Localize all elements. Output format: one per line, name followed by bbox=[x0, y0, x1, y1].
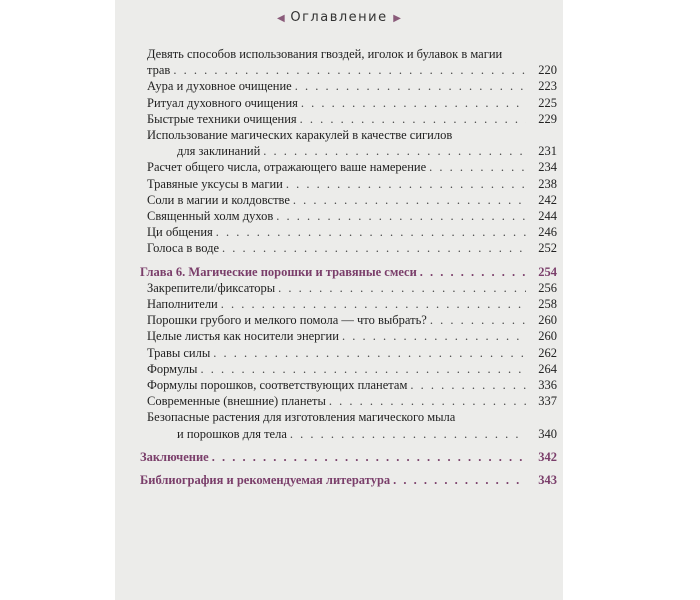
running-header bbox=[115, 10, 563, 25]
toc-entry[interactable] bbox=[140, 345, 557, 361]
dot-leader bbox=[301, 95, 526, 111]
section-gap bbox=[140, 442, 557, 449]
section-gap bbox=[140, 257, 557, 264]
page-number: 260 bbox=[538, 313, 557, 328]
toc-entry-title: Наполнители bbox=[147, 297, 218, 312]
page-number: 223 bbox=[538, 79, 557, 94]
toc-entry[interactable] bbox=[140, 95, 557, 111]
toc-entry[interactable] bbox=[140, 393, 557, 409]
toc-entry-title: Формулы порошков, соответствующих планетам bbox=[147, 378, 408, 393]
toc-entry-title: Современные (внешние) планеты bbox=[147, 394, 326, 409]
toc-entry-title: Целые листья как носители энергии bbox=[147, 329, 339, 344]
dot-leader bbox=[295, 78, 526, 94]
toc-chapter-entry[interactable] bbox=[140, 264, 557, 280]
left-triangle-icon: ◀ bbox=[277, 13, 285, 24]
toc-entry-title-line: Использование магических каракулей в качестве сигилов bbox=[147, 128, 453, 143]
page-number: 264 bbox=[538, 361, 557, 376]
toc-entry[interactable] bbox=[140, 328, 557, 344]
page-number: 342 bbox=[538, 449, 557, 464]
dot-leader bbox=[393, 472, 526, 488]
dot-leader bbox=[221, 296, 526, 312]
toc-entry-title: Травы силы bbox=[147, 345, 211, 360]
dot-leader bbox=[342, 328, 526, 344]
toc-entry[interactable] bbox=[140, 312, 557, 328]
toc-entry-title-line: Безопасные растения для изготовления магического мыла bbox=[147, 410, 456, 425]
dot-leader bbox=[293, 192, 526, 208]
toc-entry[interactable] bbox=[140, 127, 557, 159]
page-number: 225 bbox=[538, 95, 557, 110]
dot-leader bbox=[216, 224, 526, 240]
page-number: 252 bbox=[538, 241, 557, 256]
table-of-contents bbox=[140, 46, 557, 488]
page-number: 238 bbox=[538, 176, 557, 191]
toc-entry[interactable] bbox=[140, 224, 557, 240]
toc-chapter-entry[interactable] bbox=[140, 472, 557, 488]
toc-chapter-entry[interactable] bbox=[140, 449, 557, 465]
page-number: 336 bbox=[538, 378, 557, 393]
toc-entry[interactable] bbox=[140, 192, 557, 208]
dot-leader bbox=[290, 426, 526, 442]
toc-entry-title: для заклинаний bbox=[177, 144, 261, 159]
dot-leader bbox=[410, 377, 526, 393]
toc-entry-title: и порошков для тела bbox=[177, 426, 287, 441]
toc-entry-title: Ритуал духовного очищения bbox=[147, 95, 298, 110]
page-number: 258 bbox=[538, 297, 557, 312]
dot-leader bbox=[276, 208, 526, 224]
dot-leader bbox=[300, 111, 526, 127]
section-gap bbox=[140, 465, 557, 472]
page-number: 231 bbox=[538, 144, 557, 159]
dot-leader bbox=[430, 312, 526, 328]
book-page bbox=[115, 0, 563, 600]
toc-entry[interactable] bbox=[140, 78, 557, 94]
toc-entry-title: Священный холм духов bbox=[147, 209, 274, 224]
page-number: 340 bbox=[538, 426, 557, 441]
toc-entry-title: Глава 6. Магические порошки и травяные смеси bbox=[140, 264, 417, 279]
header-title: Оглавление bbox=[290, 10, 388, 25]
toc-entry-title: Травяные уксусы в магии bbox=[147, 176, 283, 191]
dot-leader bbox=[263, 143, 526, 159]
toc-entry[interactable] bbox=[140, 240, 557, 256]
toc-entry-title: Расчет общего числа, отражающего ваше намерение bbox=[147, 160, 427, 175]
dot-leader bbox=[222, 240, 526, 256]
toc-entry-title: Ци общения bbox=[147, 225, 213, 240]
toc-entry[interactable] bbox=[140, 280, 557, 296]
toc-entry-title: Быстрые техники очищения bbox=[147, 111, 297, 126]
toc-entry-title: Аура и духовное очищение bbox=[147, 79, 292, 94]
dot-leader bbox=[213, 345, 526, 361]
dot-leader bbox=[429, 159, 526, 175]
page-number: 246 bbox=[538, 225, 557, 240]
page-number: 256 bbox=[538, 280, 557, 295]
toc-entry[interactable] bbox=[140, 377, 557, 393]
page-number: 254 bbox=[538, 264, 557, 279]
dot-leader bbox=[200, 361, 526, 377]
toc-entry[interactable] bbox=[140, 208, 557, 224]
dot-leader bbox=[329, 393, 526, 409]
toc-entry[interactable] bbox=[140, 111, 557, 127]
page-number: 244 bbox=[538, 209, 557, 224]
dot-leader bbox=[173, 62, 526, 78]
toc-entry-title: трав bbox=[147, 63, 171, 78]
dot-leader bbox=[278, 280, 526, 296]
page-number: 337 bbox=[538, 394, 557, 409]
toc-entry[interactable] bbox=[140, 361, 557, 377]
page-number: 242 bbox=[538, 192, 557, 207]
page-number: 262 bbox=[538, 345, 557, 360]
page-number: 220 bbox=[538, 63, 557, 78]
toc-entry[interactable] bbox=[140, 296, 557, 312]
toc-entry-title: Закрепители/фиксаторы bbox=[147, 280, 276, 295]
right-triangle-icon: ▶ bbox=[393, 13, 401, 24]
toc-entry-title: Голоса в воде bbox=[147, 241, 220, 256]
dot-leader bbox=[420, 264, 526, 280]
page-number: 260 bbox=[538, 329, 557, 344]
page-number: 234 bbox=[538, 160, 557, 175]
toc-entry[interactable] bbox=[140, 159, 557, 175]
page-number: 229 bbox=[538, 111, 557, 126]
toc-entry-title: Порошки грубого и мелкого помола — что выбрать? bbox=[147, 313, 427, 328]
toc-entry-title: Соли в магии и колдовстве bbox=[147, 192, 290, 207]
toc-entry[interactable] bbox=[140, 46, 557, 78]
toc-entry-title: Формулы bbox=[147, 361, 198, 376]
toc-entry-title-line: Девять способов использования гвоздей, иголок и булавок в магии bbox=[147, 47, 503, 61]
toc-entry-title: Заключение bbox=[140, 449, 209, 464]
toc-entry[interactable] bbox=[140, 176, 557, 192]
dot-leader bbox=[286, 176, 526, 192]
toc-entry-title: Библиография и рекомендуемая литература bbox=[140, 473, 391, 488]
toc-entry[interactable] bbox=[140, 409, 557, 441]
dot-leader bbox=[212, 449, 526, 465]
page-number: 343 bbox=[538, 473, 557, 488]
